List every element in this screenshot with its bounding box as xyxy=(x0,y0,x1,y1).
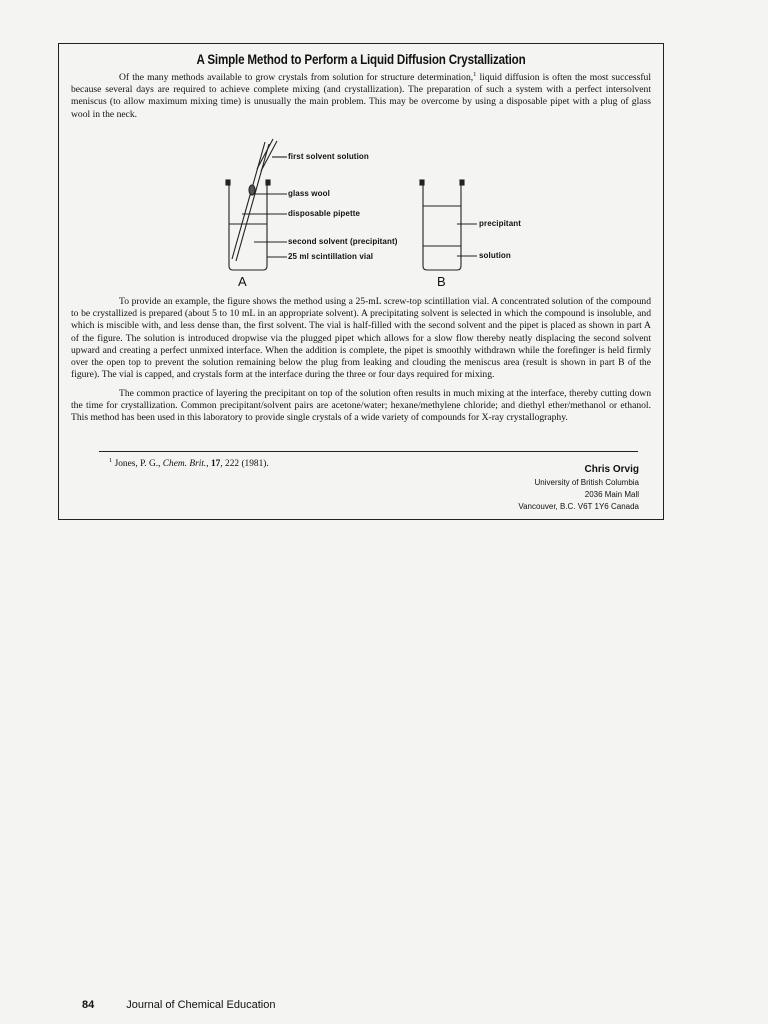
footnote-pages: , 222 (1981). xyxy=(220,459,269,470)
journal-name: Journal of Chemical Education xyxy=(126,999,276,1011)
intro-text-end: liquid diffusion is often the most successful because several days are required to achieve complete mixing (and crystallization). The preparation of such a system with a perfect intersolvent meniscus (to allow maximum mixing time) is unusually the main problem. This may be overcome by using a disposable pipet with a plug of glass wool in the neck. xyxy=(71,72,651,120)
footnote-number: 1 xyxy=(109,457,113,464)
article-box xyxy=(58,43,664,520)
page-number: 84 xyxy=(82,999,95,1011)
label-disposable-pipette: disposable pipette xyxy=(288,209,361,218)
author-name: Chris Orvig xyxy=(584,464,639,475)
author-city: Vancouver, B.C. V6T 1Y6 Canada xyxy=(518,502,639,511)
footnote-journal: Chem. Brit. xyxy=(162,459,207,470)
label-first-solvent: first solvent solution xyxy=(288,152,369,161)
label-solution: solution xyxy=(479,251,511,260)
author-street: 2036 Main Mall xyxy=(584,490,639,499)
label-second-solvent: second solvent (precipitant) xyxy=(288,237,398,246)
label-precipitant: precipitant xyxy=(479,219,521,228)
label-glass-wool: glass wool xyxy=(288,189,330,198)
footnote xyxy=(109,457,269,469)
author-affiliation: University of British Columbia xyxy=(534,478,639,487)
pipette xyxy=(232,139,277,261)
method-paragraph: To provide an example, the figure shows the method using a 25-mL screw-top scintillation vial. A concentrated solution of the compound to be crystallized is prepared (about 5 to 10 mL in an appropriate solvent). A precipitating solvent is selected in which the compound is insoluble, and which is miscible with, and less dense than, the first solvent. The vial is half-filled with the second solvent and the pipet is placed as shown in part A of the figure. The solution is introduced dropwise via the plugged pipet which allows for a slow flow thereby neatly displacing the second solvent upward and creating a perfect unmixed interface. When the addition is complete, the pipet is smoothly withdrawn while the forefinger is held firmly over the open top to prevent the solution remaining below the plug from leaking and clouding the meniscus area (result is shown in part B of the figure). The vial is capped, and crystals form at the interface during the three or four days required for mixing. xyxy=(71,296,651,381)
article-title: A Simple Method to Perform a Liquid Diffusion Crystallization xyxy=(196,52,526,67)
intro-text-start: Of the many methods available to grow crystals from solution for structure determination, xyxy=(119,72,474,83)
footnote-authors: Jones, P. G., xyxy=(112,459,163,470)
figure-letter-b: B xyxy=(437,274,446,289)
footnote-volume: 17 xyxy=(210,459,221,470)
footnote-rule xyxy=(99,451,638,452)
footnote-separator: , xyxy=(206,459,211,470)
author-block xyxy=(518,464,639,513)
reference-marker: 1 xyxy=(473,70,477,78)
vial-b xyxy=(423,192,461,270)
label-scintillation-vial: 25 ml scintillation vial xyxy=(288,252,374,261)
practice-paragraph: The common practice of layering the precipitant on top of the solution often results in much mixing at the interface, thereby cutting down the time for crystallization. Common precipitant/solvent pairs are acetone/water; hexane/methylene chloride; and diethyl ether/methanol or ethanol. This method has been used in this laboratory to provide single crystals of a wide variety of compounds for X-ray crystallography. xyxy=(71,388,651,424)
page-footer xyxy=(82,999,275,1011)
figure-letter-a: A xyxy=(238,274,247,289)
